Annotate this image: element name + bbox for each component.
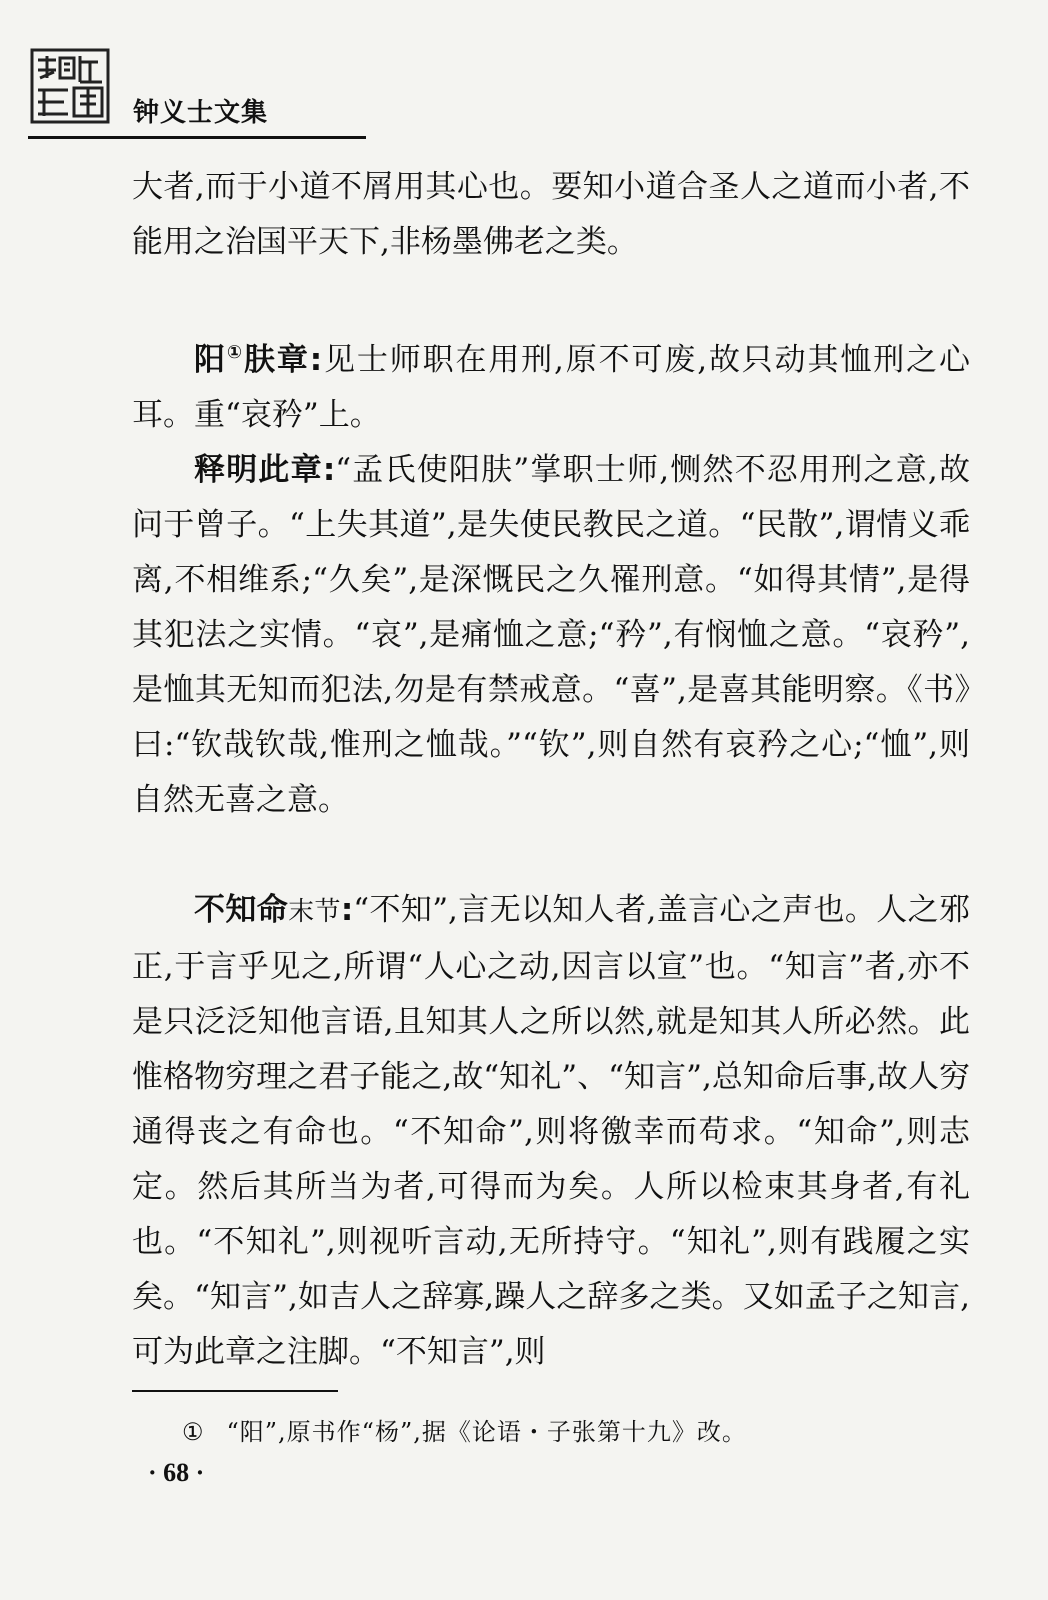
footnote [182, 1412, 747, 1447]
footnote-text: “阳”,原书作“杨”,据《论语・子张第十九》改。 [226, 1418, 747, 1446]
section-subtitle: 末节 [288, 897, 341, 927]
footnote-rule [132, 1390, 338, 1392]
section-title-char: 阳 [194, 342, 227, 378]
paragraph-buzhiming [132, 883, 970, 1380]
paragraph-text: “孟氏使阳肤”掌职士师,恻然不忍用刑之意,故问于曾子。“上失其道”,是失使民教民之道。“民散”,谓情义乖离,不相维系;“久矣”,是深慨民之久罹刑意。“如得其情”,是得其犯法之实情。“哀”,是痛恤之意;“矜”,有悯恤之意。“哀矜”,是恤其无知而犯法,勿是有禁戒意。“喜”,是喜其能明察。《书》曰:“钦哉钦哉,惟刑之恤哉。”“钦”,则自然有哀矜之心;“恤”,则自然无喜之意。 [132, 452, 970, 818]
body-text [132, 160, 970, 1380]
section-title-explain: 释明此章: [194, 452, 336, 488]
section-title-rest: 肤章: [243, 342, 323, 378]
paragraph-text: “不知”,言无以知人者,盖言心之声也。人之邪正,于言乎见之,所谓“人心之动,因言以宣”也。“知言”者,亦不是只泛泛知他言语,且知其人之所以然,就是知其人所必然。此惟格物穷理之君子能之,故“知礼”、“知言”,总知命后事,故人穷通得丧之有命也。“不知命”,则将徼幸而苟求。“知命”,则志定。然后其所当为者,可得而为矣。人所以检束其身者,有礼也。“不知礼”,则视听言动,无所持守。“知礼”,则有践履之实矣。“知言”,如吉人之辞寡,躁人之辞多之类。又如孟子之知言,可为此章之注脚。“不知言”,则 [132, 892, 970, 1370]
header-rule [28, 136, 366, 139]
paragraph-yangfu [132, 325, 970, 443]
section-colon: : [340, 892, 354, 928]
running-head-title: 钟义士文集 [133, 98, 269, 128]
paragraph-gap [132, 828, 970, 883]
footnote-mark: ① [182, 1418, 205, 1446]
footnote-reference: ① [226, 342, 244, 363]
paragraph-explain [132, 443, 970, 828]
section-title-buzhiming: 不知命 [194, 892, 289, 928]
seal-logo [30, 48, 110, 124]
paragraph-text: 见士师职在用刑,原不可废,故只动其恤刑之心耳。重“哀矜”上。 [132, 342, 970, 433]
page-number: · 68 · [148, 1458, 205, 1487]
section-title-yangfu [194, 342, 322, 378]
paragraph-gap [132, 270, 970, 325]
paragraph-continued: 大者,而于小道不屑用其心也。要知小道合圣人之道而小者,不能用之治国平天下,非杨墨佛老之类。 [132, 169, 970, 260]
